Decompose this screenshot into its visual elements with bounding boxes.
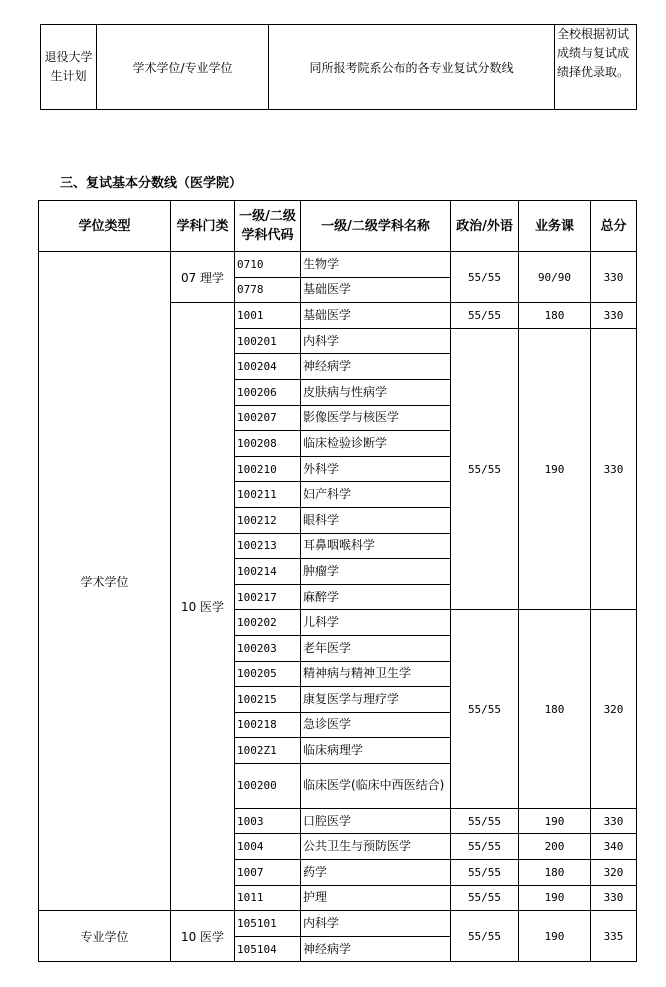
- table-row: [41, 25, 637, 110]
- name-cell: 影像医学与核医学: [301, 405, 451, 431]
- admission-plan-table: [40, 24, 637, 110]
- category-cell: 10 医学: [171, 911, 235, 962]
- politics-cell: 55/55: [451, 328, 519, 610]
- degree-type-cell: 专业学位: [39, 911, 171, 962]
- header-total: 总分: [591, 201, 637, 252]
- name-cell: 神经病学: [301, 936, 451, 962]
- total-cell: 330: [591, 328, 637, 610]
- business-cell: 190: [519, 885, 591, 911]
- header-code: 一级/二级学科代码: [235, 201, 301, 252]
- code-cell: 100213: [235, 533, 301, 559]
- name-cell: 儿科学: [301, 610, 451, 636]
- total-cell: 320: [591, 610, 637, 809]
- code-cell: 100217: [235, 584, 301, 610]
- degree-cell: 学术学位/专业学位: [97, 25, 269, 110]
- name-cell: 临床病理学: [301, 738, 451, 764]
- business-cell: 190: [519, 328, 591, 610]
- category-cell: 10 医学: [171, 303, 235, 911]
- code-cell: 100208: [235, 431, 301, 457]
- name-cell: 护理: [301, 885, 451, 911]
- code-cell: 100211: [235, 482, 301, 508]
- name-cell: 妇产科学: [301, 482, 451, 508]
- category-cell: 07 理学: [171, 252, 235, 303]
- section-title: 三、复试基本分数线（医学院）: [60, 176, 243, 191]
- code-cell: 1011: [235, 885, 301, 911]
- name-cell: 临床医学(临床中西医结合): [301, 763, 451, 808]
- name-cell: 内科学: [301, 911, 451, 937]
- code-cell: 100212: [235, 507, 301, 533]
- business-cell: 190: [519, 808, 591, 834]
- business-cell: 90/90: [519, 252, 591, 303]
- code-cell: 105104: [235, 936, 301, 962]
- total-cell: 320: [591, 860, 637, 886]
- code-cell: 105101: [235, 911, 301, 937]
- header-row: [39, 201, 637, 252]
- code-cell: 0710: [235, 252, 301, 278]
- name-cell: 神经病学: [301, 354, 451, 380]
- code-cell: 100206: [235, 379, 301, 405]
- business-cell: 180: [519, 860, 591, 886]
- name-cell: 药学: [301, 860, 451, 886]
- code-cell: 1004: [235, 834, 301, 860]
- business-cell: 180: [519, 610, 591, 809]
- header-politics: 政治/外语: [451, 201, 519, 252]
- name-cell: 肿瘤学: [301, 559, 451, 585]
- politics-cell: 55/55: [451, 885, 519, 911]
- business-cell: 180: [519, 303, 591, 329]
- code-cell: 100205: [235, 661, 301, 687]
- name-cell: 眼科学: [301, 507, 451, 533]
- name-cell: 麻醉学: [301, 584, 451, 610]
- code-cell: 100218: [235, 712, 301, 738]
- total-cell: 340: [591, 834, 637, 860]
- name-cell: 耳鼻咽喉科学: [301, 533, 451, 559]
- business-cell: 200: [519, 834, 591, 860]
- score-table: [38, 200, 637, 962]
- total-cell: 330: [591, 252, 637, 303]
- name-cell: 内科学: [301, 328, 451, 354]
- code-cell: 1001: [235, 303, 301, 329]
- name-cell: 基础医学: [301, 303, 451, 329]
- name-cell: 皮肤病与性病学: [301, 379, 451, 405]
- total-cell: 330: [591, 808, 637, 834]
- code-cell: 100202: [235, 610, 301, 636]
- table-row: [39, 252, 637, 278]
- total-cell: 330: [591, 885, 637, 911]
- note-cell: 全校根据初试成绩与复试成绩择优录取。: [555, 25, 637, 110]
- header-discipline-category: 学科门类: [171, 201, 235, 252]
- code-cell: 1003: [235, 808, 301, 834]
- code-cell: 100203: [235, 635, 301, 661]
- code-cell: 100200: [235, 763, 301, 808]
- politics-cell: 55/55: [451, 252, 519, 303]
- header-business: 业务课: [519, 201, 591, 252]
- rule-cell: 同所报考院系公布的各专业复试分数线: [269, 25, 555, 110]
- name-cell: 精神病与精神卫生学: [301, 661, 451, 687]
- name-cell: 老年医学: [301, 635, 451, 661]
- code-cell: 100201: [235, 328, 301, 354]
- code-cell: 100207: [235, 405, 301, 431]
- code-cell: 0778: [235, 277, 301, 303]
- politics-cell: 55/55: [451, 303, 519, 329]
- code-cell: 100214: [235, 559, 301, 585]
- degree-type-cell: 学术学位: [39, 252, 171, 911]
- business-cell: 190: [519, 911, 591, 962]
- total-cell: 330: [591, 303, 637, 329]
- name-cell: 公共卫生与预防医学: [301, 834, 451, 860]
- header-degree-type: 学位类型: [39, 201, 171, 252]
- politics-cell: 55/55: [451, 610, 519, 809]
- name-cell: 外科学: [301, 456, 451, 482]
- code-cell: 1002Z1: [235, 738, 301, 764]
- code-cell: 1007: [235, 860, 301, 886]
- name-cell: 生物学: [301, 252, 451, 278]
- total-cell: 335: [591, 911, 637, 962]
- plan-cell: 退役大学生计划: [41, 25, 97, 110]
- name-cell: 康复医学与理疗学: [301, 687, 451, 713]
- politics-cell: 55/55: [451, 860, 519, 886]
- name-cell: 临床检验诊断学: [301, 431, 451, 457]
- code-cell: 100204: [235, 354, 301, 380]
- code-cell: 100215: [235, 687, 301, 713]
- politics-cell: 55/55: [451, 911, 519, 962]
- name-cell: 口腔医学: [301, 808, 451, 834]
- name-cell: 基础医学: [301, 277, 451, 303]
- table-row: [39, 911, 637, 937]
- header-name: 一级/二级学科名称: [301, 201, 451, 252]
- politics-cell: 55/55: [451, 808, 519, 834]
- name-cell: 急诊医学: [301, 712, 451, 738]
- code-cell: 100210: [235, 456, 301, 482]
- politics-cell: 55/55: [451, 834, 519, 860]
